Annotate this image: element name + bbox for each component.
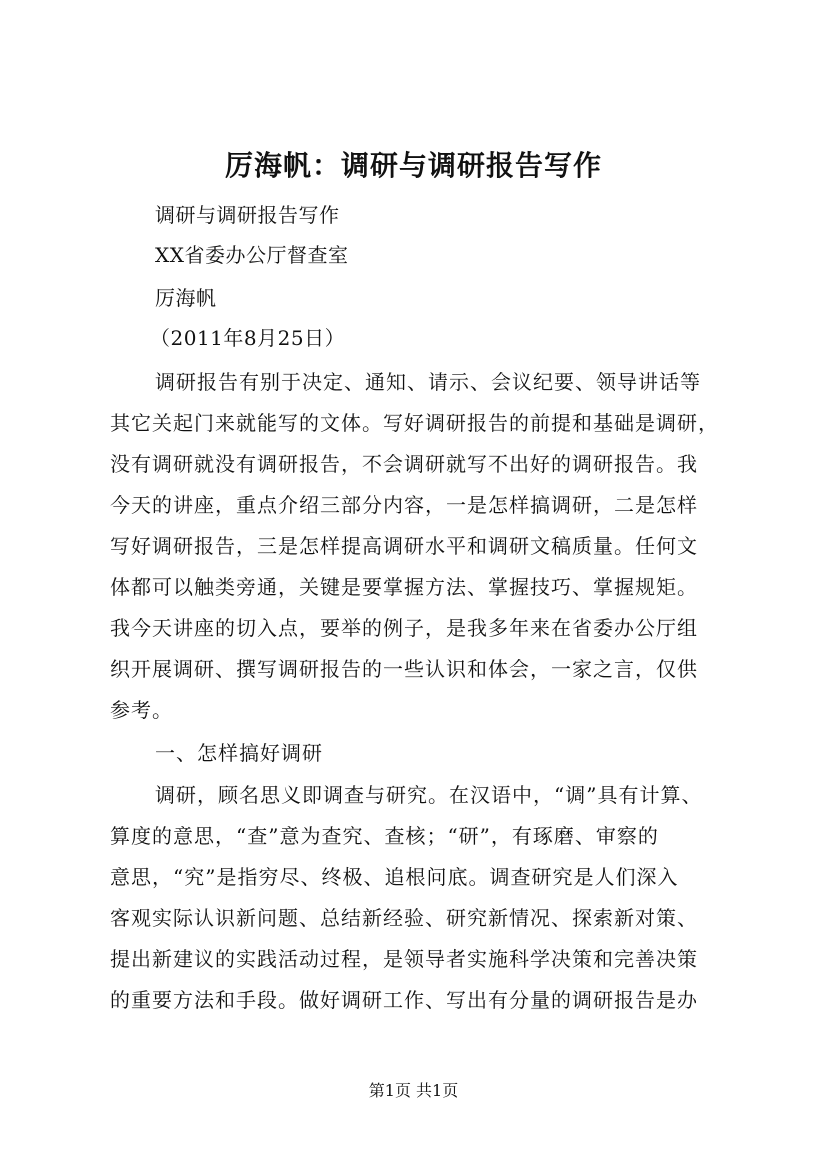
subtitle: 调研与调研报告写作 [155, 203, 340, 227]
section-heading: 一、怎样搞好调研 [155, 741, 323, 765]
paragraph-line: 提出新建议的实践活动过程，是领导者实施科学决策和完善决策 [110, 947, 698, 971]
paragraph-line: 调研报告有别于决定、通知、请示、会议纪要、领导讲话等 [155, 370, 701, 394]
page-number: 第1页 共1页 [368, 1081, 459, 1100]
paragraph-line: 意思，“究”是指穷尽、终极、追根问底。调查研究是人们深入 [110, 865, 679, 889]
paragraph-line: 其它关起门来就能写的文体。写好调研报告的前提和基础是调研， [110, 411, 719, 435]
date: （2011年8月25日） [150, 326, 346, 350]
paragraph-line: 织开展调研、撰写调研报告的一些认识和体会，一家之言，仅供 [110, 657, 698, 681]
paragraph-line: 体都可以触类旁通，关键是要掌握方法、掌握技巧、掌握规矩。 [110, 575, 698, 599]
paragraph-line: 没有调研就没有调研报告，不会调研就写不出好的调研报告。我 [110, 452, 698, 476]
document-title: 厉海帆：调研与调研报告写作 [224, 149, 602, 182]
paragraph-line: 客观实际认识新问题、总结新经验、研究新情况、探索新对策、 [110, 906, 698, 930]
paragraph-line: 今天的讲座，重点介绍三部分内容，一是怎样搞调研，二是怎样 [110, 493, 698, 517]
paragraph-line: 参考。 [110, 698, 173, 722]
author: 厉海帆 [155, 286, 217, 310]
organization: XX省委办公厅督查室 [155, 243, 349, 267]
paragraph-line: 的重要方法和手段。做好调研工作、写出有分量的调研报告是办 [110, 988, 698, 1012]
paragraph-line: 写好调研报告，三是怎样提高调研水平和调研文稿质量。任何文 [110, 534, 698, 558]
paragraph-line: 我今天讲座的切入点，要举的例子，是我多年来在省委办公厅组 [110, 616, 698, 640]
paragraph-line: 算度的意思，“查”意为查究、查核；“研”，有琢磨、审察的 [110, 824, 659, 848]
paragraph-line: 调研，顾名思义即调查与研究。在汉语中，“调”具有计算、 [155, 783, 703, 807]
